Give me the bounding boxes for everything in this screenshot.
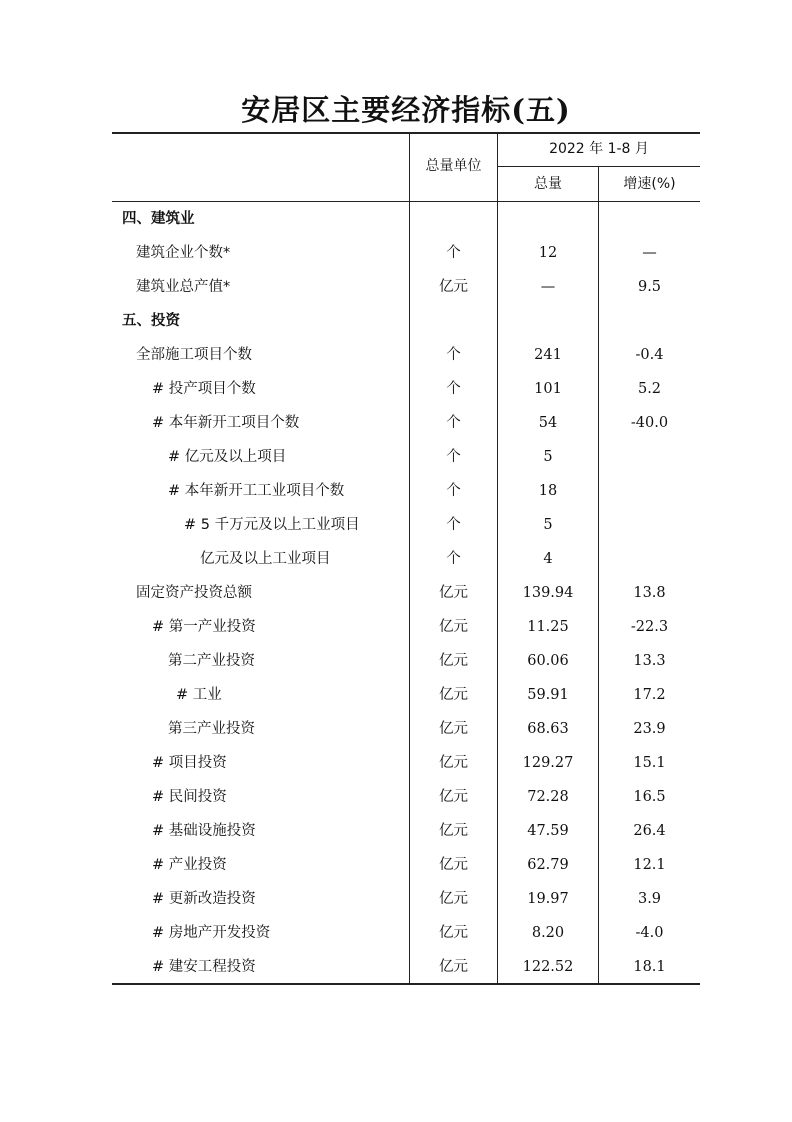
table-row [112,576,700,610]
unit-cell: 亿元 [439,619,468,635]
table-row [112,644,700,678]
unit-cell: 亿元 [439,789,468,805]
growth-cell: — [642,245,657,261]
unit-cell: 个 [446,551,461,567]
header-split-line [498,166,700,167]
table-top-border [112,132,700,134]
total-cell: 4 [543,551,553,567]
indicator-name: # 房地产开发投资 [152,925,271,941]
indicator-name: 五、投资 [122,313,180,329]
table-row [112,950,700,984]
total-cell: 72.28 [527,789,569,805]
section-row [112,202,700,236]
total-cell: 5 [543,449,553,465]
table-row [112,746,700,780]
growth-cell: 18.1 [633,959,666,975]
section-row [112,304,700,338]
indicator-name: # 5 千万元及以上工业项目 [184,517,360,533]
unit-cell: 亿元 [439,891,468,907]
total-cell: 129.27 [522,755,574,771]
header-period: 2022 年 1-8 月 [549,141,649,157]
table-row [112,440,700,474]
total-cell: 19.97 [527,891,569,907]
total-cell: 62.79 [527,857,569,873]
header-total: 总量 [534,176,562,192]
growth-cell: 3.9 [637,891,662,907]
table-row [112,508,700,542]
total-cell: 47.59 [527,823,569,839]
total-cell: 101 [534,381,562,397]
unit-cell: 亿元 [439,755,468,771]
indicator-name: 四、建筑业 [122,211,195,227]
indicator-name: 第三产业投资 [168,721,255,737]
indicator-name: # 本年新开工工业项目个数 [168,483,345,499]
growth-cell: 15.1 [633,755,666,771]
indicator-name: # 亿元及以上项目 [168,449,287,465]
total-cell: 139.94 [522,585,574,601]
indicator-name: 建筑企业个数* [136,245,231,261]
unit-cell: 个 [446,347,461,363]
indicator-name: 第二产业投资 [168,653,255,669]
table-row [112,338,700,372]
table-row [112,610,700,644]
unit-cell: 个 [446,449,461,465]
total-cell: 54 [538,415,558,431]
total-cell: 122.52 [522,959,574,975]
unit-cell: 亿元 [439,823,468,839]
total-cell: 12 [538,245,558,261]
total-cell: 68.63 [527,721,569,737]
table-row [112,780,700,814]
table-row [112,236,700,270]
header-growth: 增速(%) [623,176,676,192]
table-row [112,814,700,848]
unit-cell: 个 [446,381,461,397]
unit-cell: 个 [446,483,461,499]
total-cell: 241 [534,347,562,363]
growth-cell: 13.3 [633,653,666,669]
unit-cell: 个 [446,245,461,261]
growth-cell: 12.1 [633,857,666,873]
indicator-name: # 项目投资 [152,755,227,771]
indicator-name: # 产业投资 [152,857,227,873]
page-title: 安居区主要经济指标(五) [241,93,571,127]
total-cell: 59.91 [527,687,569,703]
growth-cell: -0.4 [635,347,664,363]
indicator-name: 建筑业总产值* [136,279,231,295]
unit-cell: 亿元 [439,687,468,703]
unit-cell: 亿元 [439,279,468,295]
unit-cell: 亿元 [439,959,468,975]
indicator-name: 全部施工项目个数 [136,347,252,363]
table-row [112,678,700,712]
indicator-name: # 更新改造投资 [152,891,256,907]
indicator-name: # 建安工程投资 [152,959,256,975]
table-row [112,882,700,916]
unit-cell: 个 [446,517,461,533]
growth-cell: -4.0 [635,925,664,941]
growth-cell: 9.5 [637,279,662,295]
indicator-name: 固定资产投资总额 [136,585,252,601]
total-cell: 11.25 [527,619,569,635]
header-unit: 总量单位 [425,158,482,174]
table-row [112,542,700,576]
table-row [112,372,700,406]
indicator-table [112,132,700,985]
table-row [112,916,700,950]
total-cell: 8.20 [531,925,565,941]
indicator-name: # 第一产业投资 [152,619,256,635]
table-row [112,474,700,508]
growth-cell: 26.4 [633,823,666,839]
growth-cell: 16.5 [633,789,666,805]
table-row [112,848,700,882]
indicator-name: # 投产项目个数 [152,381,256,397]
total-cell: — [540,279,556,295]
total-cell: 18 [538,483,558,499]
indicator-name: # 民间投资 [152,789,227,805]
growth-cell: -40.0 [630,415,669,431]
unit-cell: 个 [446,415,461,431]
unit-cell: 亿元 [439,857,468,873]
growth-cell: -22.3 [630,619,669,635]
indicator-name: # 工业 [176,687,222,703]
table-row [112,406,700,440]
growth-cell: 17.2 [633,687,666,703]
indicator-name: # 本年新开工项目个数 [152,415,300,431]
indicator-name: # 基础设施投资 [152,823,256,839]
unit-cell: 亿元 [439,721,468,737]
total-cell: 5 [543,517,553,533]
unit-cell: 亿元 [439,925,468,941]
growth-cell: 5.2 [637,381,662,397]
unit-cell: 亿元 [439,585,468,601]
growth-cell: 13.8 [633,585,666,601]
growth-cell: 23.9 [633,721,666,737]
table-row [112,270,700,304]
unit-cell: 亿元 [439,653,468,669]
table-row [112,712,700,746]
indicator-name: 亿元及以上工业项目 [200,551,331,567]
total-cell: 60.06 [527,653,569,669]
